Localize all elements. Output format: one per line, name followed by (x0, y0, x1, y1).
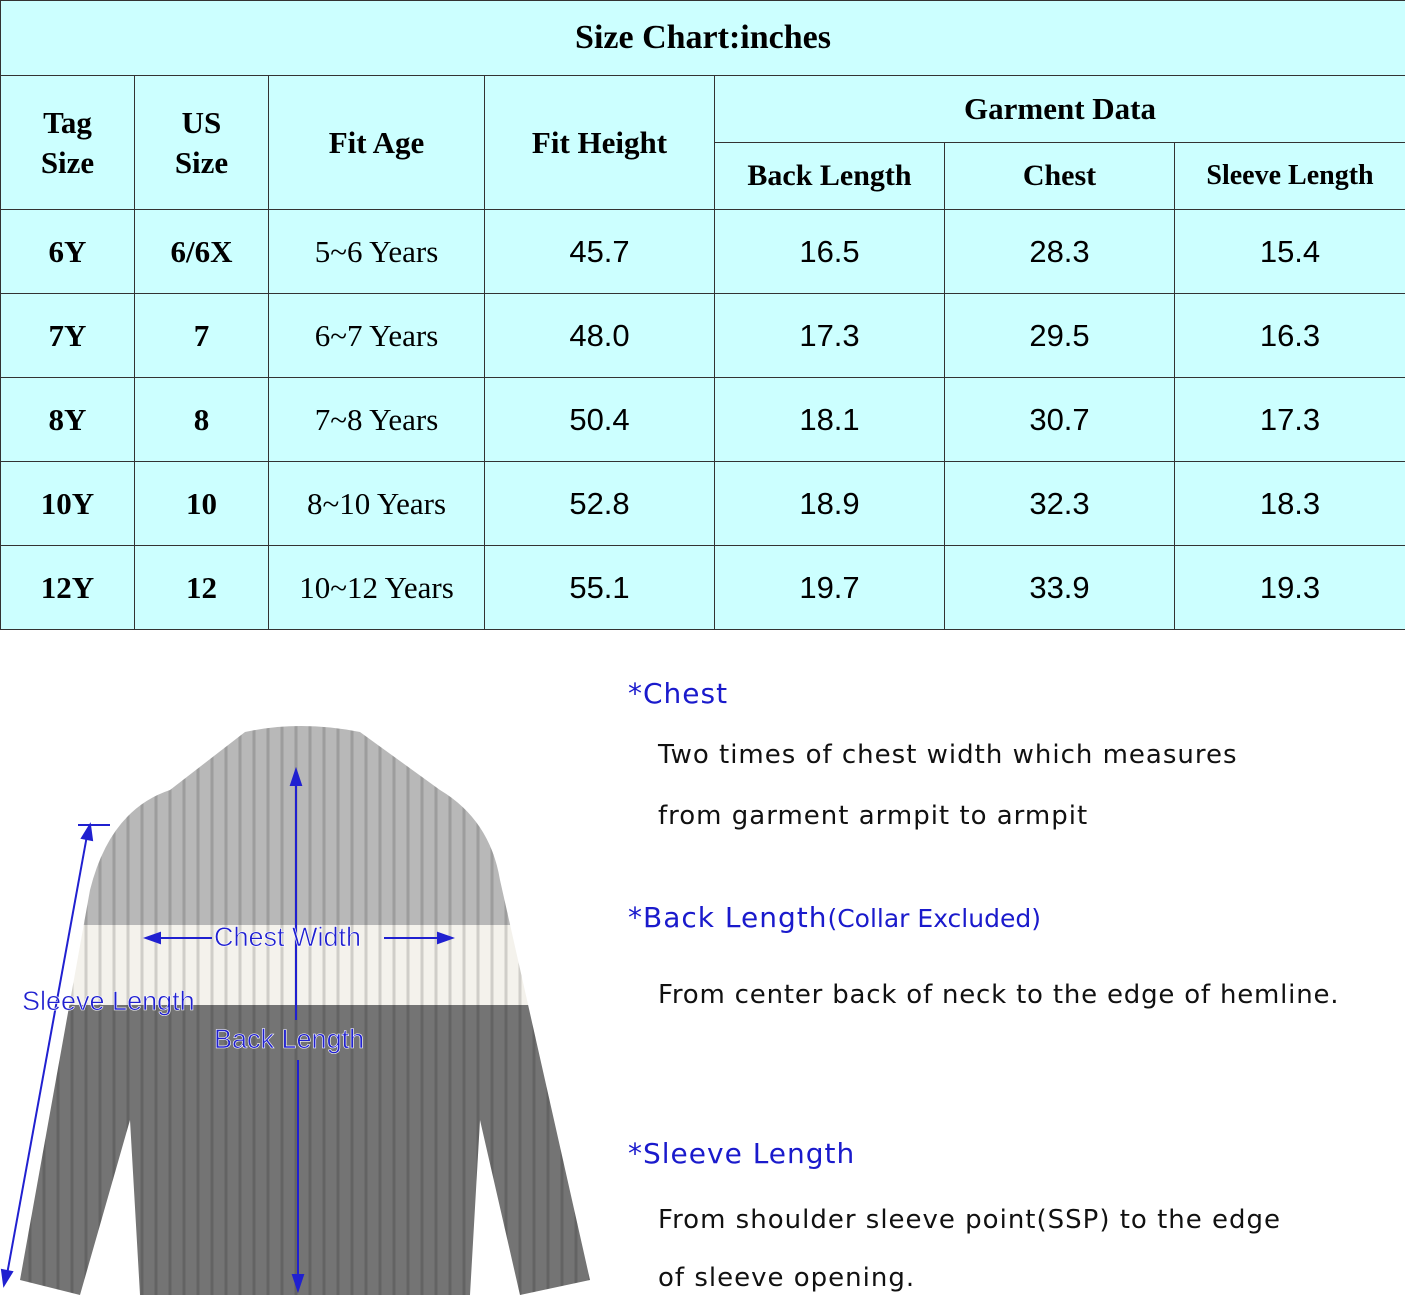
cell-chest: 33.9 (945, 546, 1175, 630)
size-chart-table (0, 0, 1405, 630)
cell-fit-age: 7~8 Years (269, 378, 485, 462)
sleeve-length-desc-1: From shoulder sleeve point(SSP) to the edge (658, 1205, 1282, 1235)
table-row (1, 210, 1405, 294)
cell-chest: 30.7 (945, 378, 1175, 462)
header-fit-height: Fit Height (485, 76, 715, 210)
cell-chest: 29.5 (945, 294, 1175, 378)
header-us-size: US Size (135, 76, 269, 210)
header-fit-age: Fit Age (269, 76, 485, 210)
chart-title: Size Chart:inches (1, 1, 1405, 76)
sleeve-length-heading: *Sleeve Length (628, 1137, 856, 1170)
back-length-desc: From center back of neck to the edge of hemline. (658, 980, 1340, 1010)
cell-back-length: 19.7 (715, 546, 945, 630)
diagram-back-length-label: Back Length (214, 1024, 365, 1054)
cell-us-size: 12 (135, 546, 269, 630)
diagram-sleeve-length-label: Sleeve Length (22, 986, 195, 1016)
cell-fit-age: 10~12 Years (269, 546, 485, 630)
cell-tag-size: 7Y (1, 294, 135, 378)
header-back-length: Back Length (715, 143, 945, 210)
back-length-subheading: (Collar Excluded) (827, 904, 1041, 933)
cell-us-size: 7 (135, 294, 269, 378)
cell-fit-age: 8~10 Years (269, 462, 485, 546)
cell-us-size: 8 (135, 378, 269, 462)
cell-fit-age: 6~7 Years (269, 294, 485, 378)
cell-sleeve-length: 17.3 (1175, 378, 1405, 462)
cell-fit-height: 48.0 (485, 294, 715, 378)
cell-sleeve-length: 18.3 (1175, 462, 1405, 546)
table-row (1, 294, 1405, 378)
cell-fit-height: 50.4 (485, 378, 715, 462)
cell-sleeve-length: 19.3 (1175, 546, 1405, 630)
chest-desc-1: Two times of chest width which measures (658, 740, 1238, 770)
back-length-heading: *Back Length(Collar Excluded) (628, 901, 1041, 934)
table-row (1, 462, 1405, 546)
table-row (1, 546, 1405, 630)
cell-back-length: 16.5 (715, 210, 945, 294)
cell-fit-height: 45.7 (485, 210, 715, 294)
cell-back-length: 17.3 (715, 294, 945, 378)
cell-tag-size: 12Y (1, 546, 135, 630)
cell-back-length: 18.9 (715, 462, 945, 546)
cell-fit-height: 55.1 (485, 546, 715, 630)
chest-desc-2: from garment armpit to armpit (658, 801, 1089, 831)
cell-tag-size: 6Y (1, 210, 135, 294)
cell-us-size: 10 (135, 462, 269, 546)
cell-us-size: 6/6X (135, 210, 269, 294)
cell-sleeve-length: 16.3 (1175, 294, 1405, 378)
cell-chest: 28.3 (945, 210, 1175, 294)
cell-chest: 32.3 (945, 462, 1175, 546)
cell-sleeve-length: 15.4 (1175, 210, 1405, 294)
cell-tag-size: 8Y (1, 378, 135, 462)
sleeve-length-desc-2: of sleeve opening. (658, 1263, 916, 1293)
table-row (1, 378, 1405, 462)
header-chest: Chest (945, 143, 1175, 210)
header-garment-data: Garment Data (715, 76, 1405, 143)
header-sleeve-length: Sleeve Length (1175, 143, 1405, 210)
cell-fit-height: 52.8 (485, 462, 715, 546)
cell-tag-size: 10Y (1, 462, 135, 546)
cell-fit-age: 5~6 Years (269, 210, 485, 294)
cell-back-length: 18.1 (715, 378, 945, 462)
diagram-chest-width-label: Chest Width (214, 922, 362, 952)
chest-heading: *Chest (628, 677, 729, 710)
header-tag-size: Tag Size (1, 76, 135, 210)
